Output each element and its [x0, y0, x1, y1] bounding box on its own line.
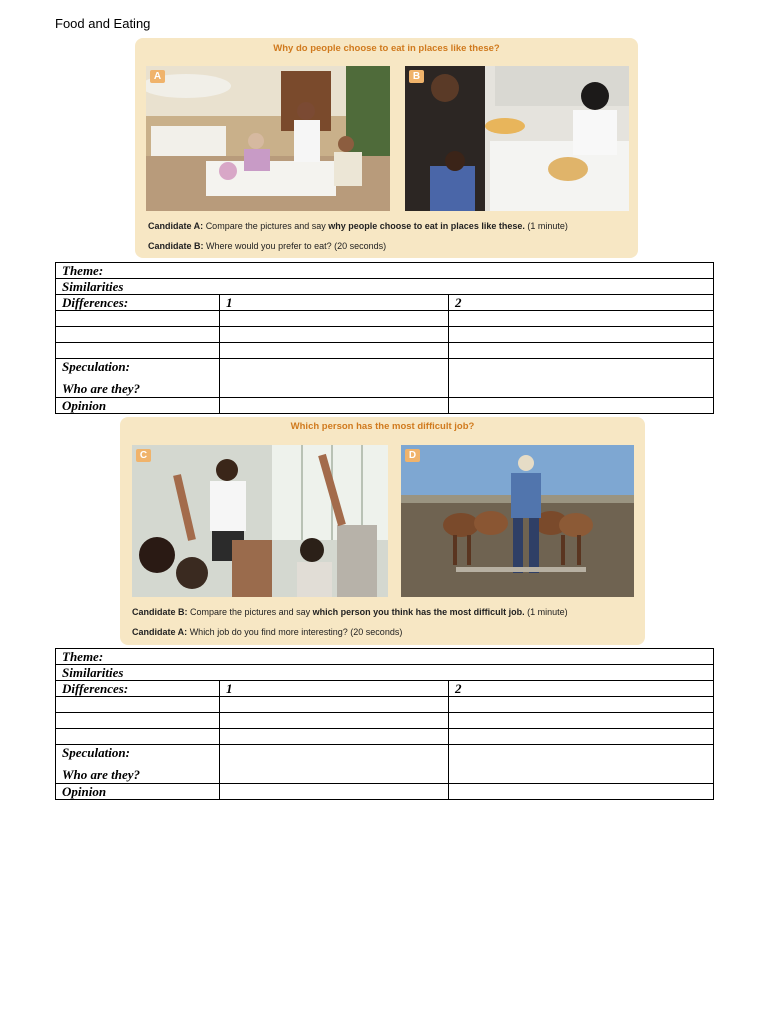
answer-table-1	[55, 262, 714, 414]
candidate-b-text: Where would you prefer to eat?	[206, 241, 332, 251]
blank-cell[interactable]	[56, 343, 220, 359]
blank-cell[interactable]	[220, 343, 449, 359]
who-are-they-label: Who are they?	[62, 767, 140, 782]
speculation-cell	[56, 359, 220, 398]
blank-cell[interactable]	[449, 713, 714, 729]
speculation-row	[56, 745, 714, 784]
similarities-row	[56, 665, 714, 681]
photo-d-farmer-horses	[401, 445, 634, 597]
speculation-row	[56, 359, 714, 398]
blank-cell[interactable]	[449, 745, 714, 784]
differences-label: Differences:	[56, 295, 220, 311]
blank-cell[interactable]	[449, 311, 714, 327]
theme-row	[56, 649, 714, 665]
theme-label: Theme:	[56, 263, 714, 279]
exercise-2-candidate-b-task	[132, 607, 568, 617]
photo-a-restaurant	[146, 66, 390, 211]
opinion-label: Opinion	[56, 784, 220, 800]
candidate-a-text: Which job do you find more interesting?	[189, 627, 348, 637]
answer-table-2	[55, 648, 714, 800]
table-row	[56, 311, 714, 327]
opinion-row	[56, 398, 714, 414]
theme-row	[56, 263, 714, 279]
document-title: Food and Eating	[55, 16, 151, 31]
candidate-b-label: Candidate B:	[132, 607, 188, 617]
speculation-label: Speculation:	[62, 745, 130, 760]
exercise-1-candidate-a-task	[148, 221, 568, 231]
candidate-b-bold-text: which person you think has the most difficult job.	[312, 607, 525, 617]
blank-cell[interactable]	[449, 784, 714, 800]
similarities-row	[56, 279, 714, 295]
exercise-1-panel	[135, 38, 638, 258]
candidate-a-label: Candidate A:	[132, 627, 188, 637]
blank-cell[interactable]	[449, 327, 714, 343]
blank-cell[interactable]	[56, 697, 220, 713]
table-row	[56, 343, 714, 359]
exercise-1-candidate-b-task	[148, 241, 386, 251]
similarities-label: Similarities	[56, 665, 714, 681]
column-1-header: 1	[220, 295, 449, 311]
candidate-b-label: Candidate B:	[148, 241, 204, 251]
blank-cell[interactable]	[220, 311, 449, 327]
blank-cell[interactable]	[220, 327, 449, 343]
column-1-header: 1	[220, 681, 449, 697]
candidate-b-time: (1 minute)	[527, 607, 568, 617]
blank-cell[interactable]	[449, 359, 714, 398]
differences-label: Differences:	[56, 681, 220, 697]
blank-cell[interactable]	[220, 745, 449, 784]
blank-cell[interactable]	[220, 713, 449, 729]
candidate-b-text: Compare the pictures and say	[190, 607, 311, 617]
blank-cell[interactable]	[220, 697, 449, 713]
photo-b-label: B	[409, 70, 424, 83]
column-2-header: 2	[449, 295, 714, 311]
exercise-2-question: Which person has the most difficult job?	[290, 421, 475, 432]
speculation-cell	[56, 745, 220, 784]
blank-cell[interactable]	[220, 729, 449, 745]
table-row	[56, 327, 714, 343]
similarities-label: Similarities	[56, 279, 714, 295]
photo-a-label: A	[150, 70, 165, 83]
blank-cell[interactable]	[449, 697, 714, 713]
table-row	[56, 729, 714, 745]
candidate-a-label: Candidate A:	[148, 221, 204, 231]
blank-cell[interactable]	[449, 729, 714, 745]
opinion-label: Opinion	[56, 398, 220, 414]
table-row	[56, 697, 714, 713]
blank-cell[interactable]	[220, 398, 449, 414]
column-2-header: 2	[449, 681, 714, 697]
blank-cell[interactable]	[56, 729, 220, 745]
candidate-a-bold-text: why people choose to eat in places like these.	[328, 221, 525, 231]
photo-d-label: D	[405, 449, 420, 462]
candidate-a-time: (1 minute)	[527, 221, 568, 231]
differences-row	[56, 681, 714, 697]
speculation-label: Speculation:	[62, 359, 130, 374]
differences-row	[56, 295, 714, 311]
blank-cell[interactable]	[449, 343, 714, 359]
candidate-a-time: (20 seconds)	[350, 627, 403, 637]
blank-cell[interactable]	[220, 784, 449, 800]
photo-b-fast-food	[405, 66, 629, 211]
exercise-2-candidate-a-task	[132, 627, 402, 637]
candidate-b-time: (20 seconds)	[334, 241, 387, 251]
blank-cell[interactable]	[220, 359, 449, 398]
blank-cell[interactable]	[56, 311, 220, 327]
blank-cell[interactable]	[56, 327, 220, 343]
candidate-a-text: Compare the pictures and say	[205, 221, 326, 231]
blank-cell[interactable]	[56, 713, 220, 729]
table-row	[56, 713, 714, 729]
exercise-2-panel	[120, 417, 645, 645]
blank-cell[interactable]	[449, 398, 714, 414]
photo-c-label: C	[136, 449, 151, 462]
opinion-row	[56, 784, 714, 800]
photo-c-classroom	[132, 445, 388, 597]
who-are-they-label: Who are they?	[62, 381, 140, 396]
exercise-1-question: Why do people choose to eat in places like these?	[273, 43, 500, 54]
theme-label: Theme:	[56, 649, 714, 665]
